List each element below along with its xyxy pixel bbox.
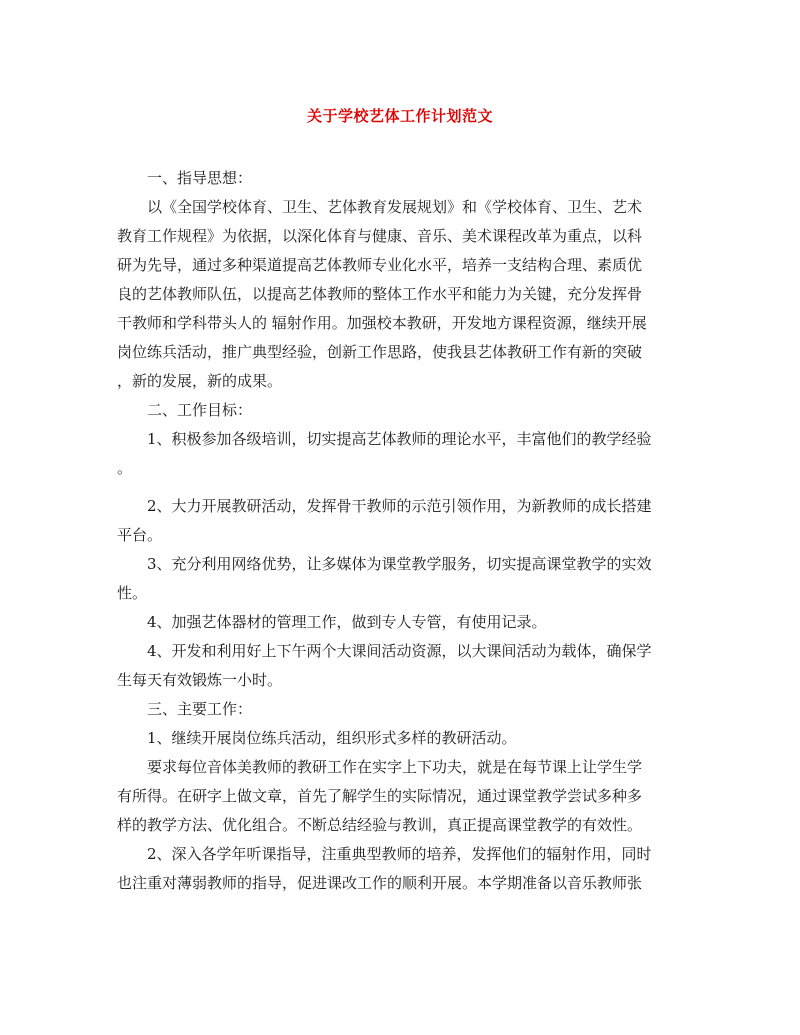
paragraph-line: 有所得。在研字上做文章，首先了解学生的实际情况，通过课堂教学尝试多种多 [117,787,643,805]
list-item-line: 1、积极参加各级培训，切实提高艺体教师的理论水平，丰富他们的教学经验 [147,430,652,448]
paragraph-line: 岗位练兵活动，推广典型经验，创新工作思路，使我县艺体教研工作有新的突破 [117,343,643,361]
paragraph-line: 研为先导，通过多种渠道提高艺体教师专业化水平，培养一支结构合理、素质优 [117,256,643,274]
paragraph-line: 教育工作规程》为依据，以深化体育与健康、音乐、美术课程改革为重点，以科 [117,227,643,245]
list-item-line: 。 [117,459,133,477]
list-item-line: 性。 [117,584,148,602]
paragraph-line: 良的艺体教师队伍，以提高艺体教师的整体工作水平和能力为关键，充分发挥骨 [117,285,643,303]
paragraph-line: 以《全国学校体育、卫生、艺体教育发展规划》和《学校体育、卫生、艺术 [147,198,643,216]
list-item-line: 也注重对薄弱教师的指导，促进课改工作的顺利开展。本学期准备以音乐教师张 [117,874,643,892]
list-item-line: 平台。 [117,526,163,544]
document-body [117,164,685,898]
section-heading-guiding-ideology: 一、指导思想： [147,169,253,187]
spacer [117,483,685,492]
document-title: 关于学校艺体工作计划范文 [306,107,493,125]
list-item-line: 4、开发和利用好上下午两个大课间活动资源，以大课间活动为载体，确保学 [147,642,652,660]
list-item-line: 1、继续开展岗位练兵活动，组织形式多样的教研活动。 [147,729,517,747]
list-item-line: 2、大力开展教研活动，发挥骨干教师的示范引领作用，为新教师的成长搭建 [147,497,652,515]
paragraph-line: 样的教学方法、优化组合。不断总结经验与教训，真正提高课堂教学的有效性。 [117,816,643,834]
paragraph-line: 干教师和学科带头人的 辐射作用。加强校本教研，开发地方课程资源，继续开展 [117,314,647,332]
list-item-line: 3、充分利用网络优势，让多媒体为课堂教学服务，切实提高课堂教学的实效 [147,555,652,573]
section-heading-main-work: 三、主要工作： [147,700,253,718]
section-heading-work-goals: 二、工作目标： [147,401,253,419]
list-item-line: 2、深入各学年听课指导，注重典型教师的培养，发挥他们的辐射作用，同时 [147,845,652,863]
paragraph-line: 要求每位音体美教师的教研工作在实字上下功夫，就是在每节课上让学生学 [147,758,643,776]
list-item-line: 生每天有效锻炼一小时。 [117,671,283,689]
list-item-line: 4、加强艺体器材的管理工作，做到专人专管，有使用记录。 [147,613,547,631]
paragraph-line: ，新的发展，新的成果。 [117,372,283,390]
